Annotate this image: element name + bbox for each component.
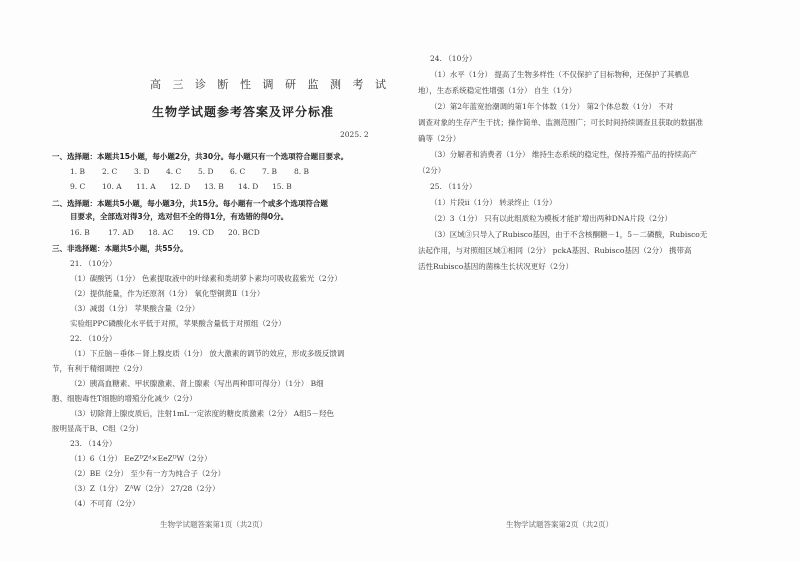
question-23-part-2: （2）BE（2分） 至少有一方为纯合子（2分） — [70, 469, 226, 478]
question-24-part-1-cont: 地），生态系统稳定性增强（1分） 自生（1分） — [418, 86, 577, 95]
question-22-title: 22. （10分） — [70, 334, 117, 343]
answer-1: 1. B — [70, 167, 86, 176]
question-24-title: 24. （10分） — [430, 54, 477, 63]
question-21-part-3-note: 实验组PPC磷酸化水平低于对照，苹果酸含量低于对照组（2分） — [70, 319, 286, 328]
question-21-part-1: （1）碳酸钙（1分） 色素提取液中的叶绿素和类胡萝卜素均可吸收蓝紫光（2分） — [70, 274, 342, 283]
question-24-part-3: （3）分解者和消费者（1分） 维持生态系统的稳定性，保持养殖产品的持续高产 — [430, 150, 697, 159]
question-23-part-4: （4）不可育（2分） — [70, 499, 140, 508]
question-24-part-2-end: 确等（2分） — [418, 134, 461, 143]
question-24-part-2-cont: 调查对象的生存产生干扰；操作简单、监测范围广；可长时间持续调查且获取的数据准 — [418, 118, 703, 127]
answer-13: 13. B — [204, 182, 224, 191]
answer-14: 14. D — [238, 182, 259, 191]
answer-8: 8. B — [294, 167, 310, 176]
answer-2: 2. C — [102, 167, 118, 176]
answer-6: 6. C — [230, 167, 246, 176]
answer-12: 12. D — [170, 182, 191, 191]
question-22-part-3-cont: 胺明显高于B、C组（2分） — [52, 424, 144, 433]
answer-17: 17. AD — [108, 228, 134, 237]
answer-10: 10. A — [102, 182, 122, 191]
section-1-header: 一、选择题：本题共15小题，每小题2分，共30分。每小题只有一个选项符合题目要求。 — [52, 152, 349, 161]
question-21-part-3: （3）减弱（1分） 苹果酸含量（2分） — [70, 304, 200, 313]
question-24-part-2: （2）第2年蓝宽抬潮调的第1年个体数（1分） 第2个体总数（1分） 不对 — [430, 102, 674, 111]
question-25-part-3-end: 活性Rubisco基因的菌株生长状况更好（2分） — [418, 262, 574, 271]
section-3-header: 三、非选择题：本题共5小题，共55分。 — [52, 244, 188, 253]
answer-16: 16. B — [70, 228, 90, 237]
answer-9: 9. C — [70, 182, 86, 191]
answer-15: 15. B — [272, 182, 292, 191]
answer-18: 18. AC — [148, 228, 174, 237]
question-25-part-2: （2）3（1分） 只有以此组质粒为模板才能扩增出两种DNA片段（2分） — [430, 214, 672, 223]
answer-4: 4. C — [166, 167, 182, 176]
section-2-header-cont: 目要求，全部选对得3分，选对但不全的得1分，有选错的得0分。 — [70, 212, 289, 221]
answer-20: 20. BCD — [228, 228, 260, 237]
question-23-part-3: （3）Z（1分） ZᴬW（2分） 27/28（2分） — [70, 484, 220, 493]
exam-title: 高 三 诊 断 性 调 研 监 测 考 试 — [150, 78, 390, 91]
answer-page-2 — [400, 0, 800, 562]
question-25-title: 25. （11分） — [430, 182, 477, 191]
page-2-footer: 生物学试题答案第2页（共2页） — [506, 520, 614, 529]
question-22-part-1-cont: 节，有利于精细调控（2分） — [52, 364, 147, 373]
answer-11: 11. A — [136, 182, 156, 191]
document-date: 2025. 2 — [340, 130, 369, 139]
answer-3: 3. D — [134, 167, 150, 176]
question-22-part-2-cont: 胞、细胞毒性T细胞的增殖分化减少（2分） — [52, 394, 197, 403]
question-22-part-1: （1）下丘脑－垂体－肾上腺皮质（1分） 放大激素的调节的效应，形成多级反馈调 — [70, 349, 345, 358]
question-21-title: 21. （10分） — [70, 259, 117, 268]
question-25-part-1: （1）片段ⅱ（1分） 转录终止（1分） — [430, 198, 557, 207]
question-24-part-3-cont: （2分） — [418, 166, 446, 175]
question-23-title: 23. （14分） — [70, 439, 117, 448]
answer-19: 19. CD — [188, 228, 215, 237]
question-25-part-3-cont: 法起作用，与对照组区域①相同（2分） pckA基因、Rubisco基因（2分） 携带高 — [418, 246, 692, 255]
question-25-part-3: （3）区域③只导入了Rubisco基因，由于不含核酮糖－1，5－二磷酸，Rubisco无 — [430, 230, 708, 239]
question-24-part-1: （1）水平（1分） 提高了生物多样性（不仅保护了目标物种，还保护了其栖息 — [430, 70, 690, 79]
page-1-footer: 生物学试题答案第1页（共2页） — [160, 520, 268, 529]
section-2-header: 二、选择题：本题共5小题，每小题3分，共15分。每小题有一个或多个选项符合题 — [52, 199, 328, 208]
question-21-part-2: （2）提供能量，作为还原剂（1分） 氧化型铜黄Ⅱ（1分） — [70, 289, 265, 298]
answer-7: 7. B — [262, 167, 278, 176]
document-title: 生物学试题参考答案及评分标准 — [152, 105, 335, 119]
question-22-part-3: （3）切除肾上腺皮质后，注射1mL一定浓度的糖皮质激素（2分） A组5－羟色 — [70, 409, 334, 418]
question-23-part-1: （1）6（1分） EeZᴰZᵈ×EeZᴰW（2分） — [70, 454, 212, 463]
question-22-part-2: （2）胰高血糖素、甲状腺激素、肾上腺素（写出两种即可得分）（1分） B细 — [70, 379, 324, 388]
answer-5: 5. D — [198, 167, 214, 176]
